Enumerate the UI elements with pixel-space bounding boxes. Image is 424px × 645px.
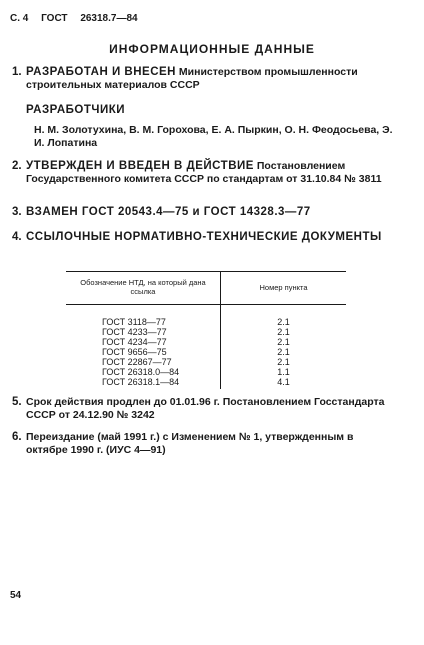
header-number: 26318.7—84 (80, 13, 138, 24)
page-number: 54 (10, 590, 22, 601)
item-lead: ВЗАМЕН ГОСТ 20543.4—75 и ГОСТ 14328.3—77 (26, 206, 311, 218)
table-row (66, 377, 346, 389)
table-cell-clause: 2.1 (277, 347, 290, 357)
table-cell-document: ГОСТ 4234—77 (66, 337, 221, 347)
info-item-1 (12, 66, 392, 92)
item-number: 3. (12, 206, 22, 218)
table-cell-document: ГОСТ 3118—77 (66, 305, 221, 328)
table-cell-document: ГОСТ 9656—75 (66, 347, 221, 357)
item-lead: ССЫЛОЧНЫЕ НОРМАТИВНО-ТЕХНИЧЕСКИЕ ДОКУМЕНТЫ (26, 231, 382, 243)
item-text: Срок действия продлен до 01.01.96 г. Постановлением Госстандарта СССР от 24.12.90 № 3242 (26, 396, 385, 421)
table-cell-clause: 1.1 (277, 367, 290, 377)
page-title: ИНФОРМАЦИОННЫЕ ДАННЫЕ (109, 42, 315, 56)
table-cell-document: ГОСТ 22867—77 (66, 357, 221, 367)
info-item-4 (12, 231, 392, 244)
developers-list: Н. М. Золотухина, В. М. Горохова, Е. А. Пыркин, О. Н. Феодосьева, Э. И. Лопатина (34, 124, 393, 149)
table-row (66, 347, 346, 357)
table-row (66, 367, 346, 377)
column-header-document: Обозначение НТД, на который дана ссылка (66, 272, 221, 305)
item-number: 1. (12, 66, 22, 78)
references-table (66, 271, 346, 389)
table-cell-document: ГОСТ 26318.1—84 (66, 377, 221, 389)
table-cell-document: ГОСТ 4233—77 (66, 327, 221, 337)
page-header (10, 13, 148, 24)
item-number: 5. (12, 396, 22, 408)
header-standard: ГОСТ (41, 13, 68, 24)
item-lead: РАЗРАБОТАН И ВНЕСЕН (26, 66, 176, 78)
info-item-5 (12, 396, 392, 422)
item-number: 4. (12, 231, 22, 243)
table-cell-clause: 2.1 (277, 357, 290, 367)
info-item-3 (12, 206, 392, 219)
info-item-2 (12, 160, 392, 186)
table-cell-clause: 2.1 (277, 317, 290, 327)
table-row (66, 327, 346, 337)
table-header-row (66, 272, 346, 305)
developers-heading: РАЗРАБОТЧИКИ (26, 104, 125, 116)
item-number: 2. (12, 160, 22, 172)
table-cell-clause: 4.1 (277, 377, 290, 387)
item-text: Министерством промышленности строительных материалов СССР (26, 66, 358, 91)
table-cell-clause: 2.1 (277, 337, 290, 347)
table-row (66, 337, 346, 347)
column-header-clause: Номер пункта (221, 272, 347, 305)
table-cell-clause: 2.1 (277, 327, 290, 337)
item-number: 6. (12, 431, 22, 443)
item-text: Постановлением Государственного комитета СССР по стандартам от 31.10.84 № 3811 (26, 160, 382, 185)
table-cell-document: ГОСТ 26318.0—84 (66, 367, 221, 377)
header-page: С. 4 (10, 13, 29, 24)
item-lead: УТВЕРЖДЕН И ВВЕДЕН В ДЕЙСТВИЕ (26, 160, 254, 172)
item-text: Переиздание (май 1991 г.) с Изменением № 1, утвержденным в октябре 1990 г. (ИУС 4—91) (26, 431, 354, 456)
table-row (66, 305, 346, 328)
table-row (66, 357, 346, 367)
info-item-6 (12, 431, 392, 457)
